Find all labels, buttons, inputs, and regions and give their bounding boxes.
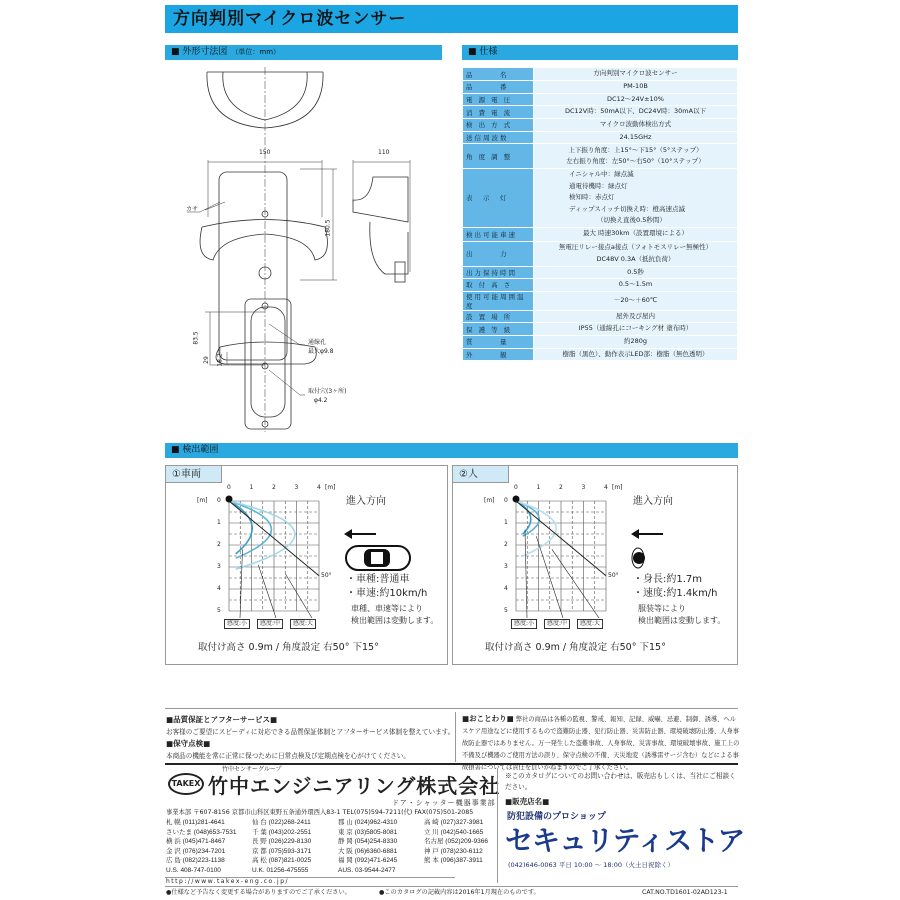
office-contact: 高 崎 (027)327-3981 <box>424 819 484 826</box>
angle-label: 50° <box>321 571 332 579</box>
spec-row <box>463 310 738 323</box>
quality-text: お客様のご要望にスピーディに対応できる品質保証体制とアフターサービス体制を整えています。 <box>166 728 455 736</box>
spec-value <box>534 131 738 144</box>
spec-value <box>534 169 738 228</box>
spec-value-line: ディップスイッチ切換え時：橙高速点滅 <box>569 204 685 213</box>
spec-value <box>534 68 738 81</box>
angle-label: 50° <box>608 571 619 579</box>
y-tick-label: 2 <box>217 541 221 548</box>
dim-width: 150 <box>259 149 271 156</box>
sensitivity-range-medium <box>229 501 271 558</box>
person-icon <box>632 548 645 568</box>
spec-label: 角 度 調 整 <box>463 144 534 169</box>
spec-value-line: IP55（通線孔にコーキング材 塗布時） <box>578 324 693 333</box>
office-contact: 仙 台 (022)268-2411 <box>252 819 311 826</box>
spec-value-line: 検知時：赤点灯 <box>569 193 615 201</box>
panel-tab: ②人 <box>453 466 509 483</box>
note-2: 検出範囲は変動します。 <box>638 616 726 625</box>
spec-value <box>534 241 738 266</box>
spec-value-line: マイクロ波動体検出方式 <box>599 120 672 128</box>
spec-value-line: イニシャル中：緑点滅 <box>569 170 634 178</box>
spec-row <box>463 68 738 81</box>
spec-value-line: 屋外及び屋内 <box>616 311 655 320</box>
sensitivity-label: 感度:小 <box>511 619 537 629</box>
spec-value-line: 0.5～1.5m <box>618 280 653 288</box>
detection-diagram <box>166 466 451 666</box>
company-name: 竹中エンジニアリング株式会社 <box>208 774 501 798</box>
catalog-number: CAT.NO.TD1601-02AD123-1 <box>642 889 728 896</box>
spec-value <box>534 106 738 119</box>
mount-condition: 取付け高さ 0.9m / 角度設定 右50° 下15° <box>485 642 666 653</box>
disclaimer-heading: ■おことわり■ <box>462 714 514 723</box>
office-contact: 長 野 (026)229-8130 <box>252 838 312 846</box>
direction-arrow-icon <box>631 529 639 539</box>
wiring-hole-size: 最大φ9.8 <box>308 348 334 355</box>
spec-label: 表 示 灯 <box>463 169 534 228</box>
sensitivity-leader <box>258 565 276 618</box>
dimensions-unit: （単位：mm） <box>231 48 281 56</box>
spec-row <box>463 144 738 169</box>
x-unit: [m] <box>612 484 623 491</box>
spec-label: 質 量 <box>463 336 534 349</box>
office-contact: 札 幌 (011)281-4641 <box>166 819 225 826</box>
office-contact: 神 戸 (078)230-6112 <box>424 847 483 855</box>
spec-row <box>463 323 738 336</box>
dimension-drawing <box>165 62 455 442</box>
office-contact: 静 岡 (054)254-8330 <box>338 838 398 846</box>
divider <box>165 886 738 887</box>
spec-label: 保 護 等 級 <box>463 323 534 336</box>
dim-29: 29 <box>202 356 210 364</box>
detection-panel-vehicle <box>165 465 448 665</box>
sensitivity-label: 感度:中 <box>257 619 283 629</box>
spec-value-line: 最大 時速30km（設置環境による） <box>583 229 688 238</box>
car-icon <box>346 546 410 570</box>
spec-value-line: 樹脂（黒色）、動作表示LED部：樹脂（無色透明） <box>562 349 709 358</box>
x-tick-label: 1 <box>536 484 541 491</box>
side-view-body <box>353 177 408 222</box>
spec-label: 検出可能車速 <box>463 227 534 241</box>
spec-label: 出 力 <box>463 241 534 266</box>
office-row <box>166 856 510 866</box>
spec-value-line: DC12V時：50mA以下、DC24V時：30mA以下 <box>564 107 707 116</box>
spec-value-line: 約280g <box>623 337 648 345</box>
shop-hours: (042)646-0063 平日 10:00 ～ 18:00（火土日祝除く） <box>508 861 675 869</box>
spec-row <box>463 279 738 292</box>
spec-value-line: 上下振り角度：上15°～下15°（5°ステップ） <box>568 145 703 154</box>
inquiry-note: ※このカタログについてのお問い合わせは、販売店もしくは、当社にご相談ください。 <box>505 772 736 791</box>
spec-value-line: －20～＋60℃ <box>613 295 658 304</box>
maintenance-heading: ■保守点検■ <box>166 739 211 748</box>
dealer-heading: ■販売店名■ <box>505 797 550 806</box>
condition-1: ・身長:約1.7m <box>633 574 703 585</box>
direction-label: 進入方向 <box>346 496 386 507</box>
spec-row <box>463 336 738 349</box>
spec-row <box>463 81 738 94</box>
spec-value-line: PM-10B <box>623 82 648 90</box>
dim-18-2: 18.2 <box>216 353 224 367</box>
y-tick-label: 4 <box>504 585 508 592</box>
spec-value-line: 通電待機時：緑点灯 <box>569 181 628 190</box>
x-tick-label: 3 <box>294 484 299 491</box>
spec-table <box>462 67 738 361</box>
spec-label: 消 費 電 流 <box>463 106 534 119</box>
spec-label: 品 番 <box>463 81 534 94</box>
x-tick-label: 4 <box>317 484 321 491</box>
shop-name: セキュリティストア <box>505 824 745 857</box>
y-tick-label: 5 <box>504 607 508 614</box>
spec-value <box>534 348 738 361</box>
office-contact: 熊 本 (096)387-3911 <box>424 857 483 865</box>
sensitivity-label: 感度:大 <box>577 619 603 629</box>
detection-header: ■ 検出範囲 <box>165 443 738 458</box>
y-tick-label: 1 <box>217 519 221 526</box>
spec-value-line: （切換え直後0.5秒間） <box>597 216 666 224</box>
disclaimer-text: 弊社の商品は各種の監視、警戒、報知、記録、威嚇、忌避、制御、誘導、ヘルスケア用途などに使用するもので盗難防止器、犯行防止器、災害防止器、環境破壊防止器、人身事故防止器ではありません。万一発生した盗難事故、人身事故、災害事故、環境破壊事故、施工上の不備及び機器のご使用方法の誤り、保守点検の不備、天災地変（誘導雷サージ含む）などによる事故損害については責任を負いかねますのでご了承ください。 <box>462 716 740 771</box>
sensitivity-label: 感度:中 <box>544 619 570 629</box>
office-contact: 福 岡 (092)471-6245 <box>338 857 398 865</box>
sensitivity-range-large <box>516 501 556 556</box>
office-row <box>166 828 510 838</box>
sensor-icon <box>513 496 520 503</box>
group-name: 竹中センサーグループ <box>222 766 282 773</box>
spec-label: 品 名 <box>463 68 534 81</box>
spec-value <box>534 93 738 106</box>
mount-hole-size: φ4.2 <box>314 397 328 404</box>
spec-label: 電 源 電 圧 <box>463 93 534 106</box>
office-row <box>166 866 510 876</box>
mount-hole-label: 取付穴(3ヶ所) <box>308 388 347 395</box>
office-contact: 高 松 (087)821-0025 <box>252 857 312 865</box>
takex-logo: TAKEX <box>168 773 204 795</box>
x-tick-label: 0 <box>227 484 231 491</box>
spec-value <box>534 266 738 279</box>
office-contact: 大 阪 (06)6360-6881 <box>338 847 398 855</box>
y-unit: [m] <box>484 497 495 504</box>
spec-label: 使用可能周囲温度 <box>463 291 534 310</box>
catalog-date-note: ●このカタログの記載内容は2016年1月現在のものです。 <box>379 889 540 896</box>
office-contact: 金 沢 (076)234-7201 <box>166 847 226 855</box>
spec-change-note: ●仕様など予告なく変更する場合がありますのでご了承ください。 <box>166 889 351 896</box>
panel-tab: ①車両 <box>166 466 222 483</box>
spec-row <box>463 291 738 310</box>
office-contact: 立 川 (042)540-1665 <box>424 828 484 836</box>
dimensions-title: ■ 外形寸法図 <box>171 47 228 57</box>
divider <box>165 708 738 709</box>
spec-value <box>534 291 738 310</box>
office-list <box>166 818 510 876</box>
spec-value <box>534 323 738 336</box>
divider <box>165 763 738 765</box>
y-tick-label: 3 <box>217 563 221 570</box>
dim-depth: 110 <box>378 149 390 156</box>
sensitivity-label: 感度:小 <box>224 619 250 629</box>
detection-panel-person <box>452 465 738 665</box>
spec-value <box>534 119 738 132</box>
sensitivity-label: 感度:大 <box>290 619 316 629</box>
note-2: 検出範囲は変動します。 <box>351 616 439 625</box>
mount-condition: 取付け高さ 0.9m / 角度設定 右50° 下15° <box>198 642 379 653</box>
spec-row <box>463 119 738 132</box>
shop-tagline: 防犯設備のプロショップ <box>507 812 606 822</box>
office-row <box>166 818 510 828</box>
front-view-body <box>219 172 287 360</box>
spec-row <box>463 241 738 266</box>
website-link[interactable]: http://www.takex-eng.co.jp/ <box>166 878 290 885</box>
condition-1: ・車種:普通車 <box>346 574 410 585</box>
spec-row <box>463 131 738 144</box>
note-1: 服装等により <box>638 604 686 613</box>
y-tick-label: 0 <box>504 497 508 504</box>
y-tick-label: 4 <box>217 585 221 592</box>
spec-value-line: DC48V 0.3A（抵抗負荷） <box>596 254 675 263</box>
office-row <box>166 837 510 847</box>
spec-value <box>534 310 738 323</box>
spec-value <box>534 81 738 94</box>
spec-row <box>463 348 738 361</box>
spec-row <box>463 106 738 119</box>
spec-label: 出力保持時間 <box>463 266 534 279</box>
detection-diagram <box>453 466 738 666</box>
dim-83-5: 83.5 <box>192 331 200 345</box>
spec-value <box>534 227 738 241</box>
office-contact: 東 京 (03)5805-8081 <box>338 828 398 836</box>
spec-label: 設 置 場 所 <box>463 310 534 323</box>
y-tick-label: 5 <box>217 607 221 614</box>
spec-value-line: 0.5秒 <box>627 267 644 276</box>
x-tick-label: 2 <box>559 484 563 491</box>
x-tick-label: 2 <box>272 484 276 491</box>
office-row <box>166 847 510 857</box>
sensor-icon <box>226 496 233 503</box>
x-tick-label: 0 <box>514 484 518 491</box>
office-contact: U.S. 408-747-0100 <box>166 866 221 874</box>
sensitivity-leader <box>525 530 527 618</box>
cover-label: カサ <box>186 206 199 213</box>
headquarters-address: 事業本部 〒607-8156 京都市山科区東野五条通外環西入83-1 TEL(075)594-7211(代) FAX(075)501-2085 <box>166 809 474 816</box>
x-tick-label: 1 <box>249 484 254 491</box>
office-contact: 横 浜 (045)471-8467 <box>166 838 226 846</box>
spec-value-line: 方向判別マイクロ波センサー <box>593 69 678 78</box>
dimensions-header <box>165 45 442 60</box>
y-tick-label: 1 <box>504 519 508 526</box>
x-unit: [m] <box>325 484 336 491</box>
divider <box>455 712 456 762</box>
x-tick-label: 4 <box>604 484 608 491</box>
office-contact: 郡 山 (024)962-4310 <box>338 819 398 826</box>
spec-value-line: 24.15GHz <box>619 132 652 141</box>
direction-label: 進入方向 <box>633 496 673 507</box>
spec-value-line: 無電圧リレー接点a接点（フォトモスリレー無極性） <box>558 243 713 251</box>
spec-value <box>534 279 738 292</box>
office-contact: 名古屋 (052)209-9366 <box>424 838 488 846</box>
division-name: ドア・シャッター機器事業部 <box>392 799 496 807</box>
maintenance-text: 本商品の機能を常に正常に保つために日常点検及び定期点検を心がけてください。 <box>166 752 410 760</box>
y-tick-label: 0 <box>217 497 221 504</box>
note-1: 車種、車速等により <box>351 604 423 613</box>
sensitivity-leader <box>285 574 312 618</box>
y-tick-label: 3 <box>504 563 508 570</box>
office-contact: さいたま (048)653-7531 <box>166 828 237 836</box>
x-tick-label: 3 <box>581 484 586 491</box>
condition-2: ・車速:約10km/h <box>346 588 428 599</box>
office-contact: 千 葉 (043)202-2551 <box>252 828 312 836</box>
office-contact: 京 都 (075)593-3171 <box>252 847 312 855</box>
spec-row <box>463 266 738 279</box>
spec-label: 取 付 高 さ <box>463 279 534 292</box>
spec-header: ■ 仕様 <box>462 45 738 60</box>
spec-label: 外 観 <box>463 348 534 361</box>
spec-value-line: DC12～24V±10% <box>607 94 664 103</box>
wiring-hole-label: 通線孔 <box>308 339 327 346</box>
direction-arrow-icon <box>344 529 352 539</box>
sensitivity-leader <box>552 549 599 618</box>
condition-2: ・速度:約1.4km/h <box>633 588 718 599</box>
spec-label: 検 出 方 式 <box>463 119 534 132</box>
spec-label: 送信周波数 <box>463 131 534 144</box>
divider <box>497 768 498 883</box>
y-unit: [m] <box>197 497 208 504</box>
spec-value <box>534 336 738 349</box>
sensitivity-range-medium <box>516 501 539 536</box>
office-contact: 広 島 (082)223-1138 <box>166 857 225 865</box>
spec-row <box>463 169 738 228</box>
page-title: 方向判別マイクロ波センサー <box>165 5 738 33</box>
spec-row <box>463 93 738 106</box>
spec-value-line: 左右振り角度：左50°～右50°（10°ステップ） <box>566 157 705 165</box>
office-contact: U.K. 01256-475555 <box>252 866 309 874</box>
spec-row <box>463 227 738 241</box>
dim-height: 180.5 <box>324 219 332 237</box>
y-tick-label: 2 <box>504 541 508 548</box>
spec-value <box>534 144 738 169</box>
quality-heading: ■品質保証とアフターサービス■ <box>166 715 278 724</box>
office-contact: AUS. 03-9544-2477 <box>338 866 396 874</box>
